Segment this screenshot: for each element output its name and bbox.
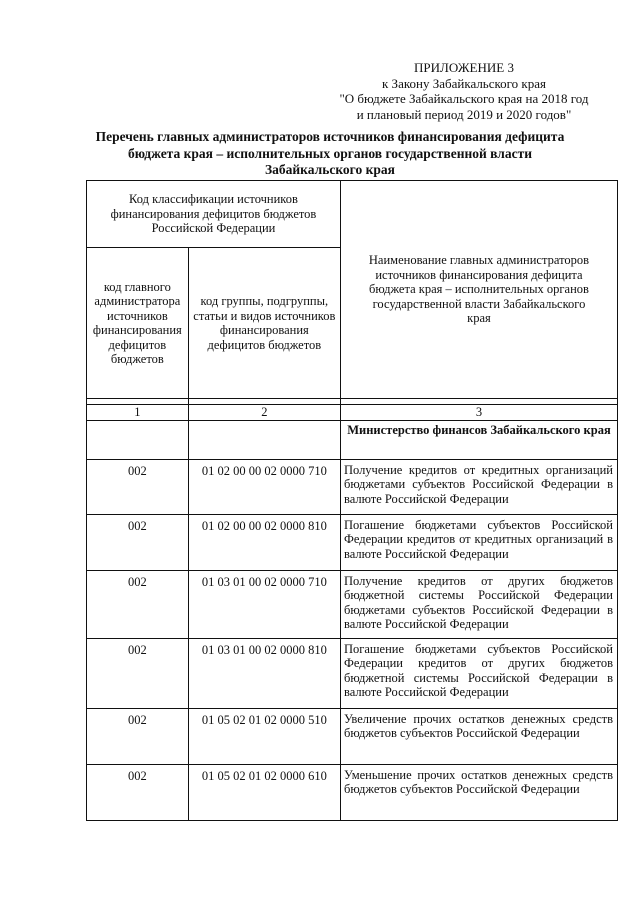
administrator-name-header: Наименование главных администраторов источников финансирования дефицита бюджета края – исполнительных органов государственной власти Забайкальского края (340, 181, 617, 399)
column-number: 3 (340, 405, 617, 421)
classification-code-header: Код классификации источников финансирования дефицитов бюджетов Российской Федерации (87, 181, 341, 248)
table-row (87, 459, 618, 514)
admin-code: 002 (87, 514, 189, 570)
source-code: 01 05 02 01 02 0000 510 (188, 708, 340, 764)
column-number: 2 (188, 405, 340, 421)
table-row (87, 570, 618, 638)
table-row (87, 514, 618, 570)
source-code: 01 05 02 01 02 0000 610 (188, 764, 340, 820)
law-title-line-2: и плановый период 2019 и 2020 годов" (356, 106, 572, 122)
ministry-name: Министерство финансов Забайкальского края (340, 420, 617, 459)
table-row (87, 708, 618, 764)
source-name: Увеличение прочих остатков денежных средств бюджетов субъектов Российской Федерации (340, 708, 617, 764)
table-header-row (87, 181, 618, 248)
admin-code: 002 (87, 570, 189, 638)
admin-code: 002 (87, 638, 189, 708)
document-title (80, 129, 580, 179)
source-name: Получение кредитов от кредитных организаций бюджетами субъектов Российской Федерации в валюте Российской Федерации (340, 459, 617, 514)
law-reference: к Закону Забайкальского края (381, 75, 546, 91)
source-name: Получение кредитов от других бюджетов бюджетной системы Российской Федерации бюджетами субъектов Российской Федерации в валюте Российской Федерации (340, 570, 617, 638)
admin-code: 002 (87, 708, 189, 764)
law-title-line-1: "О бюджете Забайкальского края на 2018 год (339, 91, 589, 106)
admin-code: 002 (87, 459, 189, 514)
source-name: Погашение бюджетами субъектов Российской Федерации кредитов от кредитных организаций в валюте Российской Федерации (340, 514, 617, 570)
table-row (87, 638, 618, 708)
source-code: 01 03 01 00 02 0000 710 (188, 570, 340, 638)
source-code-header: код группы, подгруппы, статьи и видов источников финансирования дефицитов бюджетов (188, 248, 340, 399)
source-code: 01 02 00 00 02 0000 710 (188, 459, 340, 514)
appendix-header (314, 60, 614, 122)
admin-code-header: код главного администратора источников финансирования дефицитов бюджетов (87, 248, 189, 399)
source-code: 01 02 00 00 02 0000 810 (188, 514, 340, 570)
column-number-row (87, 405, 618, 421)
source-name: Уменьшение прочих остатков денежных средств бюджетов субъектов Российской Федерации (340, 764, 617, 820)
ministry-row (87, 420, 618, 459)
table-row (87, 764, 618, 820)
admin-code: 002 (87, 764, 189, 820)
title-line-1: Перечень главных администраторов источников финансирования дефицита (95, 129, 565, 144)
title-line-2: бюджета края – исполнительных органов государственной власти (127, 145, 533, 161)
appendix-label: ПРИЛОЖЕНИЕ 3 (414, 60, 514, 75)
source-code: 01 03 01 00 02 0000 810 (188, 638, 340, 708)
administrators-table (86, 180, 618, 821)
source-name: Погашение бюджетами субъектов Российской Федерации кредитов от других бюджетов бюджетной системы Российской Федерации в валюте Российской Федерации (340, 638, 617, 708)
title-line-3: Забайкальского края (265, 162, 395, 177)
column-number: 1 (87, 405, 189, 421)
